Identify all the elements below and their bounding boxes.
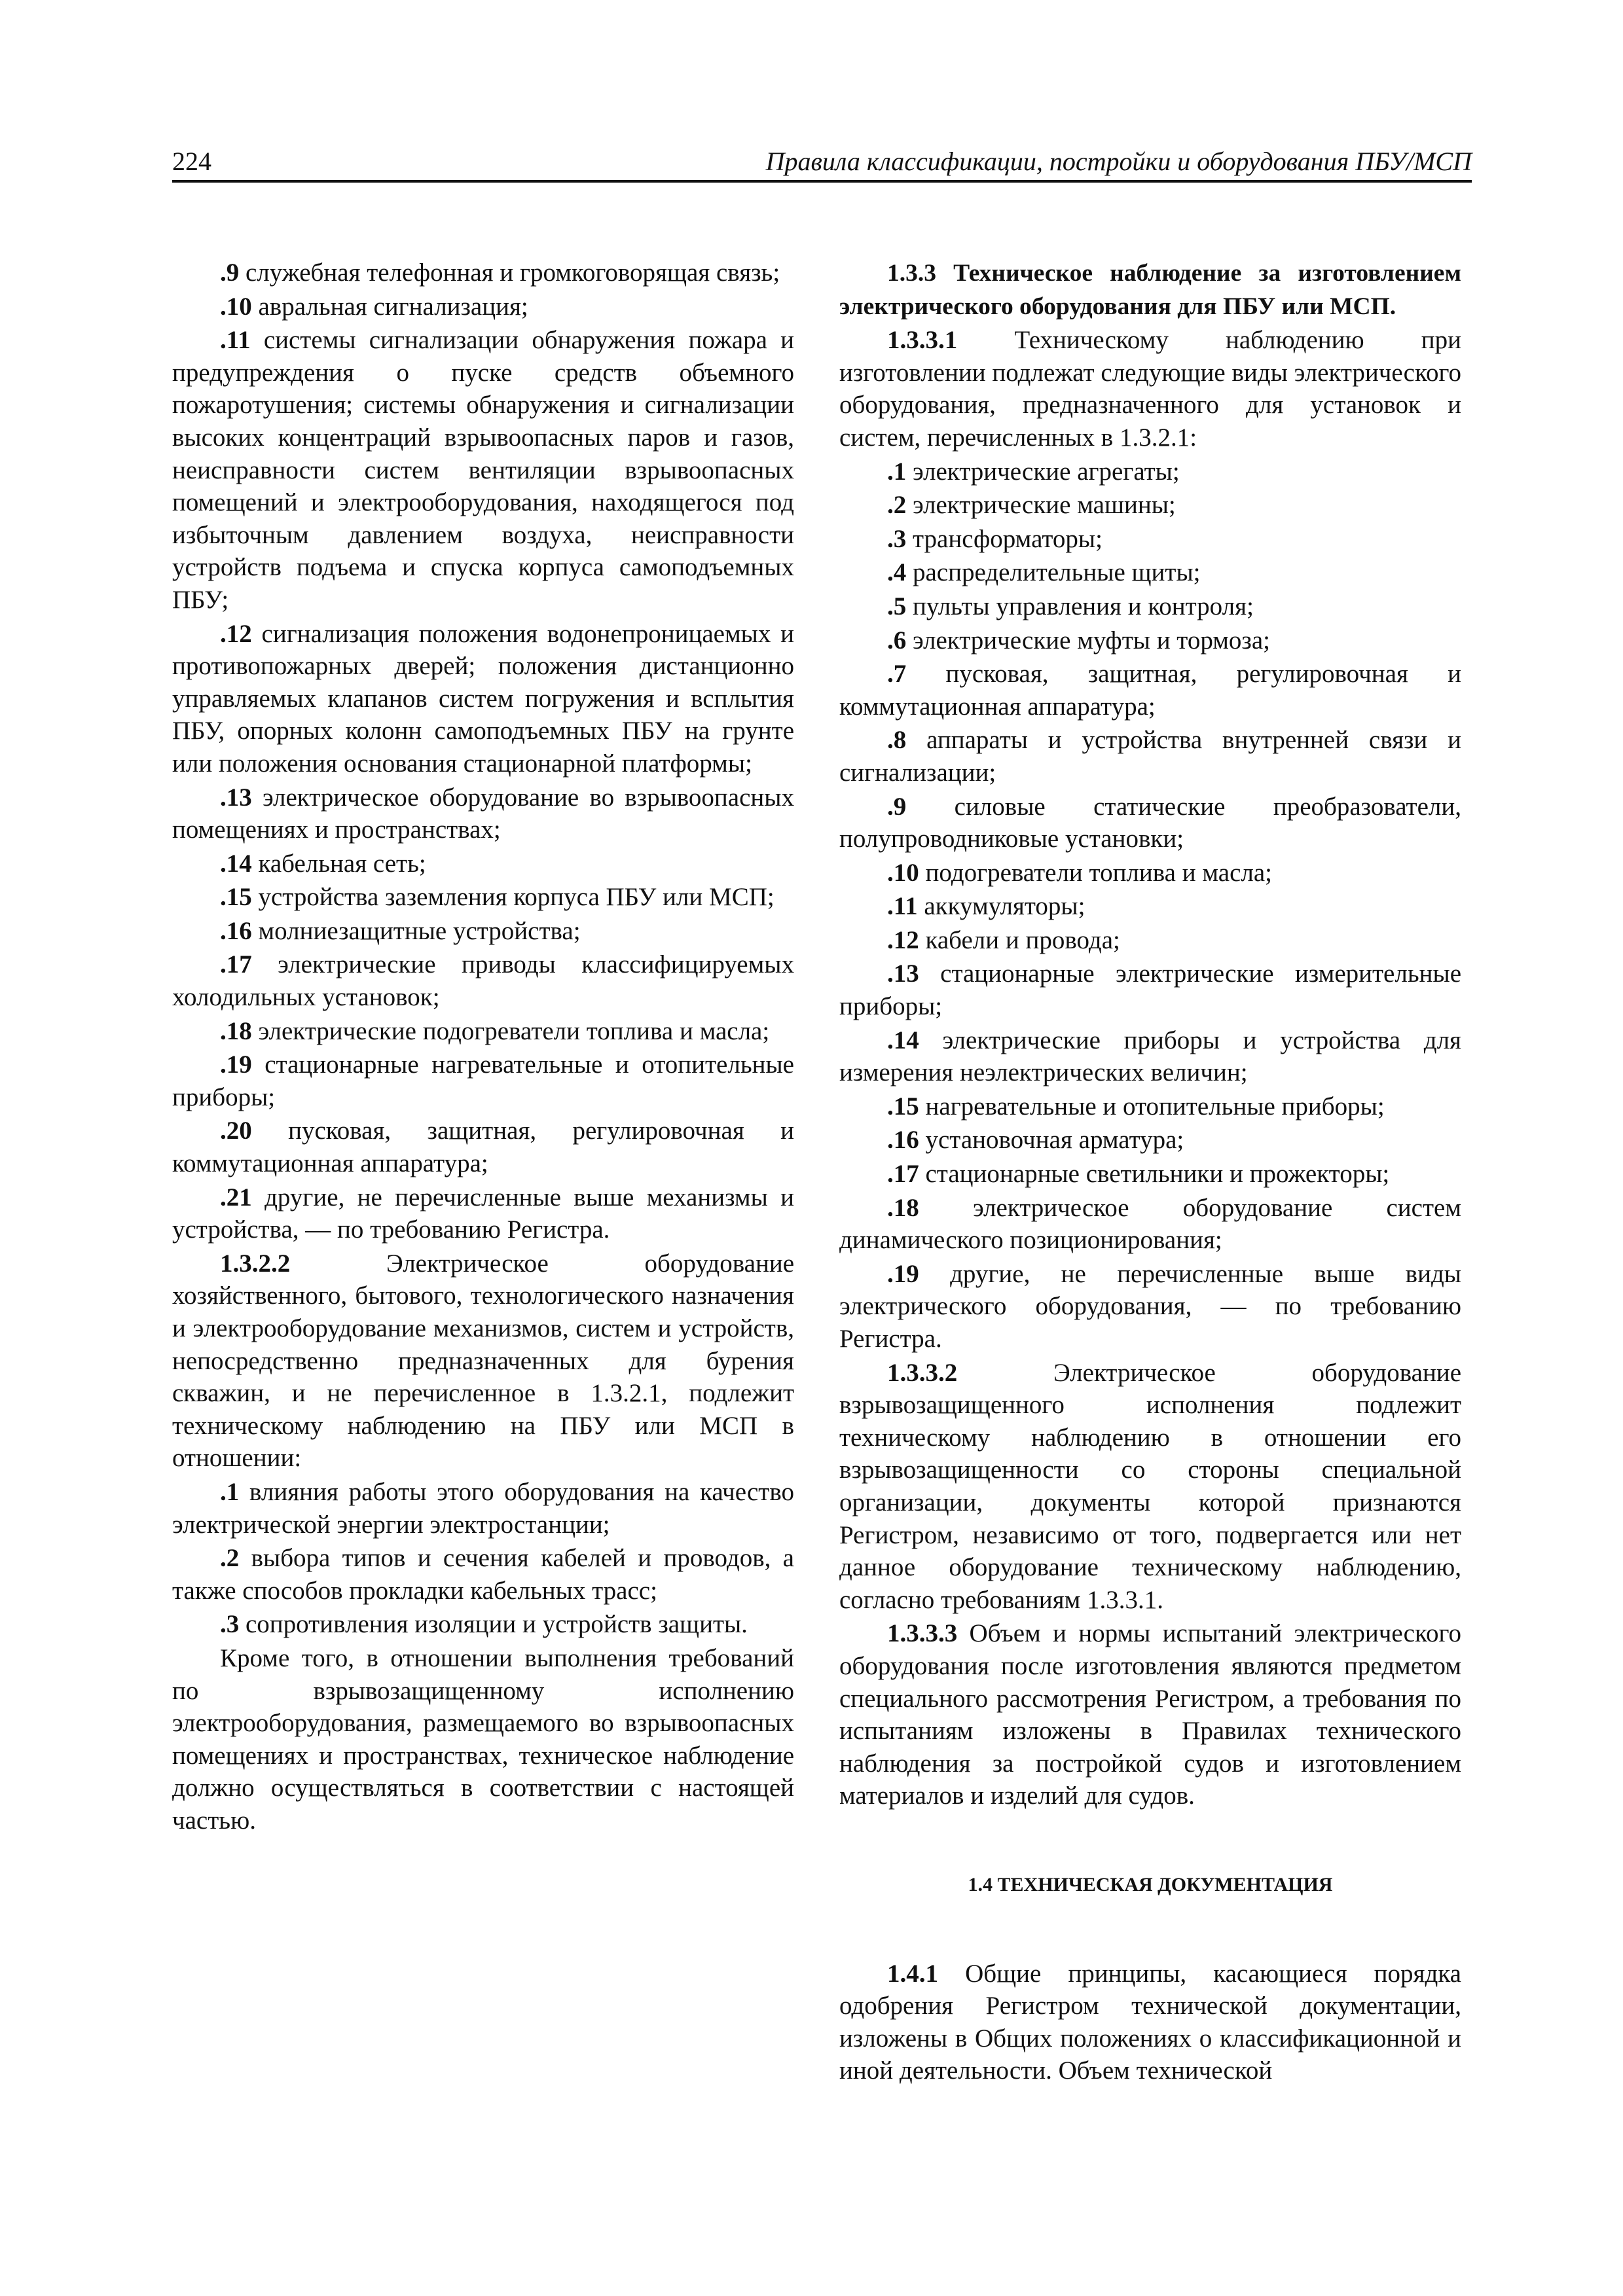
paragraph	[839, 924, 1461, 957]
item-number: .7	[887, 660, 907, 689]
item-text: сигнализация положения водонепроницаемых и противопожарных дверей; положения дистанционно управляемых клапанов систем погружения и всплытия ПБУ, опорных колонн самоподъемных ПБУ на грунте или положения основания стационарной платформы;	[172, 619, 794, 778]
item-text: силовые статические преобразователи, полупроводниковые установки;	[839, 792, 1461, 853]
item-number: .4	[887, 558, 907, 587]
paragraph	[839, 958, 1461, 1022]
item-text: электрические агрегаты;	[906, 457, 1180, 486]
item-text: электрические приводы классифицируемых холодильных установок;	[172, 950, 794, 1012]
paragraph	[172, 848, 794, 880]
item-text: влияния работы этого оборудования на качество электрической энергии электростанции;	[172, 1477, 794, 1539]
item-text: электрические приборы и устройства для измерения неэлектрических величин;	[839, 1026, 1461, 1087]
item-number: .20	[220, 1117, 252, 1145]
paragraph	[839, 1090, 1461, 1123]
paragraph	[172, 1115, 794, 1179]
item-text: стационарные электрические измерительные приборы;	[839, 960, 1461, 1021]
item-number: .19	[220, 1050, 252, 1079]
item-number: .18	[887, 1193, 919, 1222]
item-text: выбора типов и сечения кабелей и проводов, а также способов прокладки кабельных трасс;	[172, 1544, 794, 1605]
item-text: аккумуляторы;	[917, 892, 1085, 921]
paragraph	[839, 523, 1461, 556]
item-text: другие, не перечисленные выше механизмы и устройства, — по требованию Регистра.	[172, 1183, 794, 1244]
item-text: Кроме того, в отношении выполнения требований по взрывозащищенному исполнению электрооборудования, размещаемого во взрывоопасных помещениях и пространствах, техническое наблюдение должно осуществляться в соответствии с настоящей частью.	[172, 1643, 794, 1835]
item-text: Общие принципы, касающиеся порядка одобрения Регистром технической документации, изложены в Общих положениях о классификационной и иной деятельности. Объем технической	[839, 1959, 1461, 2085]
paragraph	[839, 456, 1461, 488]
item-text: стационарные нагревательные и отопительные приборы;	[172, 1050, 794, 1111]
item-number: .15	[220, 883, 252, 912]
paragraph	[839, 1158, 1461, 1191]
paragraph	[172, 915, 794, 948]
item-text: распределительные щиты;	[906, 558, 1201, 587]
item-text: пульты управления и контроля;	[906, 592, 1254, 620]
item-number: .1	[887, 457, 907, 486]
item-text: авральная сигнализация;	[251, 292, 528, 321]
paragraph	[172, 881, 794, 914]
paragraph	[839, 1124, 1461, 1157]
item-number: .21	[220, 1183, 252, 1211]
item-number: .3	[887, 524, 907, 553]
item-text: сопротивления изоляции и устройств защиты.	[239, 1610, 748, 1639]
paragraph	[172, 1542, 794, 1607]
paragraph	[839, 1258, 1461, 1355]
item-text: установочная арматура;	[919, 1126, 1184, 1155]
item-text: трансформаторы;	[906, 524, 1103, 553]
item-number: .9	[887, 792, 907, 821]
paragraph	[172, 1181, 794, 1246]
item-number: .12	[220, 619, 252, 648]
item-number: .11	[220, 326, 251, 355]
item-text: подогреватели топлива и масла;	[919, 858, 1272, 887]
item-number: .6	[887, 626, 907, 655]
paragraph	[172, 781, 794, 846]
item-number: .16	[220, 916, 252, 945]
paragraph	[839, 1958, 1461, 2087]
item-number: .8	[887, 726, 907, 755]
left-column	[172, 257, 794, 1839]
item-number: .14	[887, 1026, 919, 1054]
paragraph	[839, 590, 1461, 623]
paragraph	[839, 1024, 1461, 1089]
paragraph	[172, 324, 794, 616]
section-heading: 1.4 ТЕХНИЧЕСКАЯ ДОКУМЕНТАЦИЯ	[968, 1873, 1333, 1895]
item-number: .2	[887, 491, 907, 520]
paragraph	[839, 724, 1461, 789]
item-text: молниезащитные устройства;	[251, 916, 581, 945]
item-number: .5	[887, 592, 907, 620]
item-text: пусковая, защитная, регулировочная и коммутационная аппаратура;	[172, 1117, 794, 1178]
paragraph	[172, 948, 794, 1013]
paragraph	[839, 1357, 1461, 1617]
item-number: .10	[220, 292, 252, 321]
item-text: кабели и провода;	[919, 925, 1120, 954]
item-number: .19	[887, 1259, 919, 1288]
subsection-title: 1.3.3 Техническое наблюдение за изготовлением электрического оборудования для ПБУ или МСП.	[839, 260, 1461, 320]
item-text: кабельная сеть;	[251, 849, 426, 878]
item-text: устройства заземления корпуса ПБУ или МСП;	[251, 883, 775, 912]
item-number: 1.3.3.2	[887, 1358, 958, 1387]
page-header	[172, 141, 1472, 183]
item-text: аппараты и устройства внутренней связи и сигнализации;	[839, 726, 1461, 787]
paragraph	[172, 1608, 794, 1641]
paragraph	[839, 658, 1461, 723]
paragraph	[172, 618, 794, 780]
item-text: системы сигнализации обнаружения пожара и предупреждения о пуске средств объемного пожаротушения; системы обнаружения и сигнализации высоких концентраций взрывоопасных паров и газов, неисправности систем вентиляции взрывоопасных помещений и электрооборудования, находящегося под избыточным давлением воздуха, неисправности устройств подъема и спуска корпуса самоподъемных ПБУ;	[172, 326, 794, 614]
paragraph	[172, 1015, 794, 1048]
paragraph	[839, 1617, 1461, 1812]
item-number: .14	[220, 849, 252, 878]
item-number: .11	[887, 892, 918, 921]
item-number: .17	[220, 950, 252, 979]
paragraph	[172, 291, 794, 323]
paragraph	[172, 1247, 794, 1475]
page-number: 224	[172, 147, 211, 176]
item-text: служебная телефонная и громкоговорящая связь;	[239, 259, 780, 287]
item-text: Объем и нормы испытаний электрического оборудования после изготовления являются предметом специального рассмотрения Регистром, а требования по испытаниям изложены в Правилах технического наблюдения за постройкой судов и изготовлением материалов и изделий для судов.	[839, 1619, 1461, 1810]
running-title: Правила классификации, постройки и оборудования ПБУ/МСП	[765, 147, 1472, 176]
item-number: .15	[887, 1092, 919, 1121]
item-text: электрические подогреватели топлива и масла;	[251, 1016, 770, 1045]
item-number: .17	[887, 1160, 919, 1189]
paragraph	[839, 489, 1461, 522]
paragraph	[839, 624, 1461, 657]
item-text: нагревательные и отопительные приборы;	[919, 1092, 1385, 1121]
item-number: .13	[220, 783, 252, 812]
paragraph	[839, 857, 1461, 889]
item-text: Техническому наблюдению при изготовлении подлежат следующие виды электрического оборудования, предназначенного для установок и систем, перечисленных в 1.3.2.1:	[839, 326, 1461, 452]
paragraph	[839, 1192, 1461, 1257]
item-text: электрические муфты и тормоза;	[906, 626, 1270, 655]
item-number: .12	[887, 925, 919, 954]
right-column	[839, 257, 1461, 2089]
paragraph	[172, 1642, 794, 1837]
paragraph	[839, 324, 1461, 454]
item-number: .18	[220, 1016, 252, 1045]
item-number: 1.4.1	[887, 1959, 938, 1988]
item-number: .9	[220, 259, 240, 287]
item-number: .16	[887, 1126, 919, 1155]
item-number: .1	[220, 1477, 240, 1506]
item-text: пусковая, защитная, регулировочная и коммутационная аппаратура;	[839, 660, 1461, 721]
paragraph	[172, 257, 794, 289]
paragraph	[839, 890, 1461, 923]
item-text: стационарные светильники и прожекторы;	[919, 1160, 1390, 1189]
item-number: .10	[887, 858, 919, 887]
item-text: электрические машины;	[906, 491, 1176, 520]
paragraph	[172, 1049, 794, 1113]
item-text: электрическое оборудование во взрывоопасных помещениях и пространствах;	[172, 783, 794, 844]
item-number: .13	[887, 960, 919, 988]
item-number: 1.3.3.1	[887, 326, 958, 355]
paragraph	[839, 556, 1461, 589]
item-number: 1.3.3.3	[887, 1619, 958, 1648]
item-number: .2	[220, 1544, 240, 1573]
item-text: электрическое оборудование систем динамического позиционирования;	[839, 1193, 1461, 1255]
item-text: другие, не перечисленные выше виды электрического оборудования, — по требованию Регистра.	[839, 1259, 1461, 1353]
item-number: 1.3.2.2	[220, 1249, 291, 1278]
item-text: Электрическое оборудование взрывозащищенного исполнения подлежит техническому наблюдению в отношении его взрывозащищенности со стороны специальной организации, документы которой признаются Регистром, независимо от того, подвергается или нет данное оборудование техническому наблюдению, согласно требованиям 1.3.3.1.	[839, 1358, 1461, 1614]
item-number: .3	[220, 1610, 240, 1639]
paragraph	[172, 1476, 794, 1541]
item-text: Электрическое оборудование хозяйственного, бытового, технологического назначения и электрооборудование механизмов, систем и устройств, непосредственно предназначенных для бурения скважин, и не перечисленное в 1.3.2.1, подлежит техническому наблюдению на ПБУ или МСП в отношении:	[172, 1249, 794, 1473]
paragraph	[839, 791, 1461, 855]
